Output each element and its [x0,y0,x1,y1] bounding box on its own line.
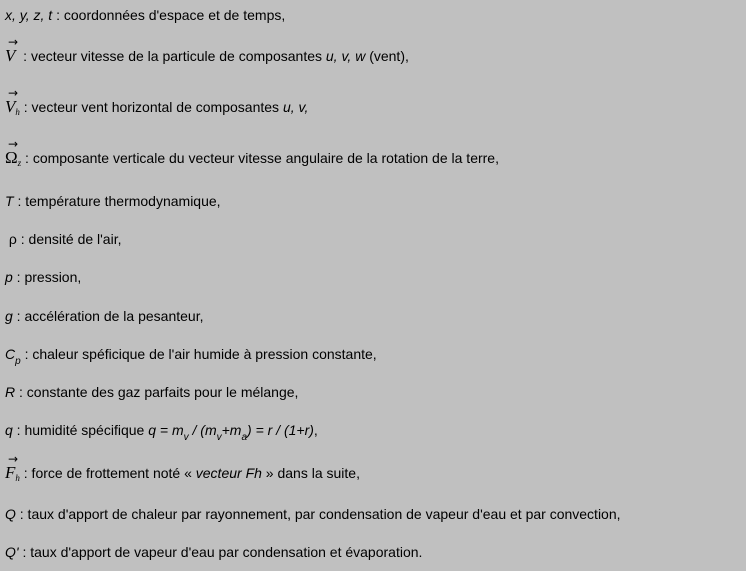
formula-part: / (m [188,422,217,438]
definition-text: : humidité spécifique [12,422,149,438]
symbol-vector-v [5,35,19,65]
formula-part: ) = r / (1+r) [247,422,314,438]
symbol-subscript: h [15,473,20,483]
symbol-r: R [5,384,16,400]
definition-text-end: , [313,422,318,438]
symbol-q: q [5,422,13,438]
symbol-q-heat: Q [5,506,16,522]
symbol-c: C [5,346,16,362]
definition-text: : pression, [12,269,82,285]
definition-horizontal-wind [5,86,309,118]
definition-text: : température thermodynamique, [13,193,221,209]
vector-arrow-icon: → [8,86,19,100]
definition-heat-input [5,505,621,523]
formula-subscript: v [183,432,189,443]
vector-arrow-icon: → [8,35,19,49]
symbol-p: p [5,269,13,285]
formula-part: +m [221,422,242,438]
definition-text-end: » dans la suite, [261,465,360,481]
symbol-letter: Ω [5,148,18,167]
definition-text: : force de frottement noté « [19,465,196,481]
definition-text: : taux d'apport de vapeur d'eau par condensation et évaporation. [18,544,423,560]
components: u, v, [282,99,309,115]
vector-arrow-icon: → [8,452,19,466]
definition-text: : taux d'apport de chaleur par rayonnement, par condensation de vapeur d'eau et par convection, [15,506,621,522]
definition-text: : vecteur vitesse de la particule de composantes [19,48,326,64]
symbol-t: T [5,193,14,209]
symbol-xyzt: x, y, z, t [5,7,53,23]
definition-density [5,230,121,248]
symbol-letter: V [5,97,16,116]
definition-specific-humidity [5,421,318,442]
definition-temperature [5,192,221,210]
symbol-subscript: p [15,356,21,367]
definition-heat-capacity [5,345,377,366]
definition-velocity-vector [5,35,409,65]
definition-gas-constant [5,383,298,401]
definition-vapor-input [5,543,422,561]
definition-text: : composante verticale du vecteur vitesse angulaire de la rotation de la terre, [21,150,499,166]
symbol-vector-fh [5,452,20,484]
definition-xyzt [5,6,285,24]
symbol-subscript: z [17,158,22,168]
symbol-g: g [5,308,13,324]
symbol-q-prime: Q' [5,544,19,560]
symbol-letter: F [5,463,16,482]
symbol-vector-omega [5,137,22,169]
vector-arrow-icon: → [8,137,19,151]
definition-omega [5,137,499,169]
definition-pressure [5,268,81,286]
symbol-subscript: h [15,107,20,117]
definition-text-end: (vent), [365,48,409,64]
definition-text: : coordonnées d'espace et de temps, [52,7,286,23]
symbol-vector-vh [5,86,20,118]
definition-text: : chaleur spéficique de l'air humide à pression constante, [20,346,377,362]
definition-text: : accélération de la pesanteur, [12,308,204,324]
formula-subscript: a [241,432,248,443]
symbol-letter: V [5,46,16,65]
formula [148,422,314,443]
definition-text: : densité de l'air, [16,231,122,247]
components: u, v, w [325,48,366,64]
definition-text: : vecteur vent horizontal de composantes [19,99,283,115]
definition-text: : constante des gaz parfaits pour le mélange, [15,384,299,400]
definition-friction-force [5,452,360,484]
formula-subscript: v [216,432,222,443]
formula-part: q = m [148,422,184,438]
definition-gravity [5,307,203,325]
symbol-rho: ρ [8,231,17,247]
quoted-term: vecteur Fh [195,465,262,481]
